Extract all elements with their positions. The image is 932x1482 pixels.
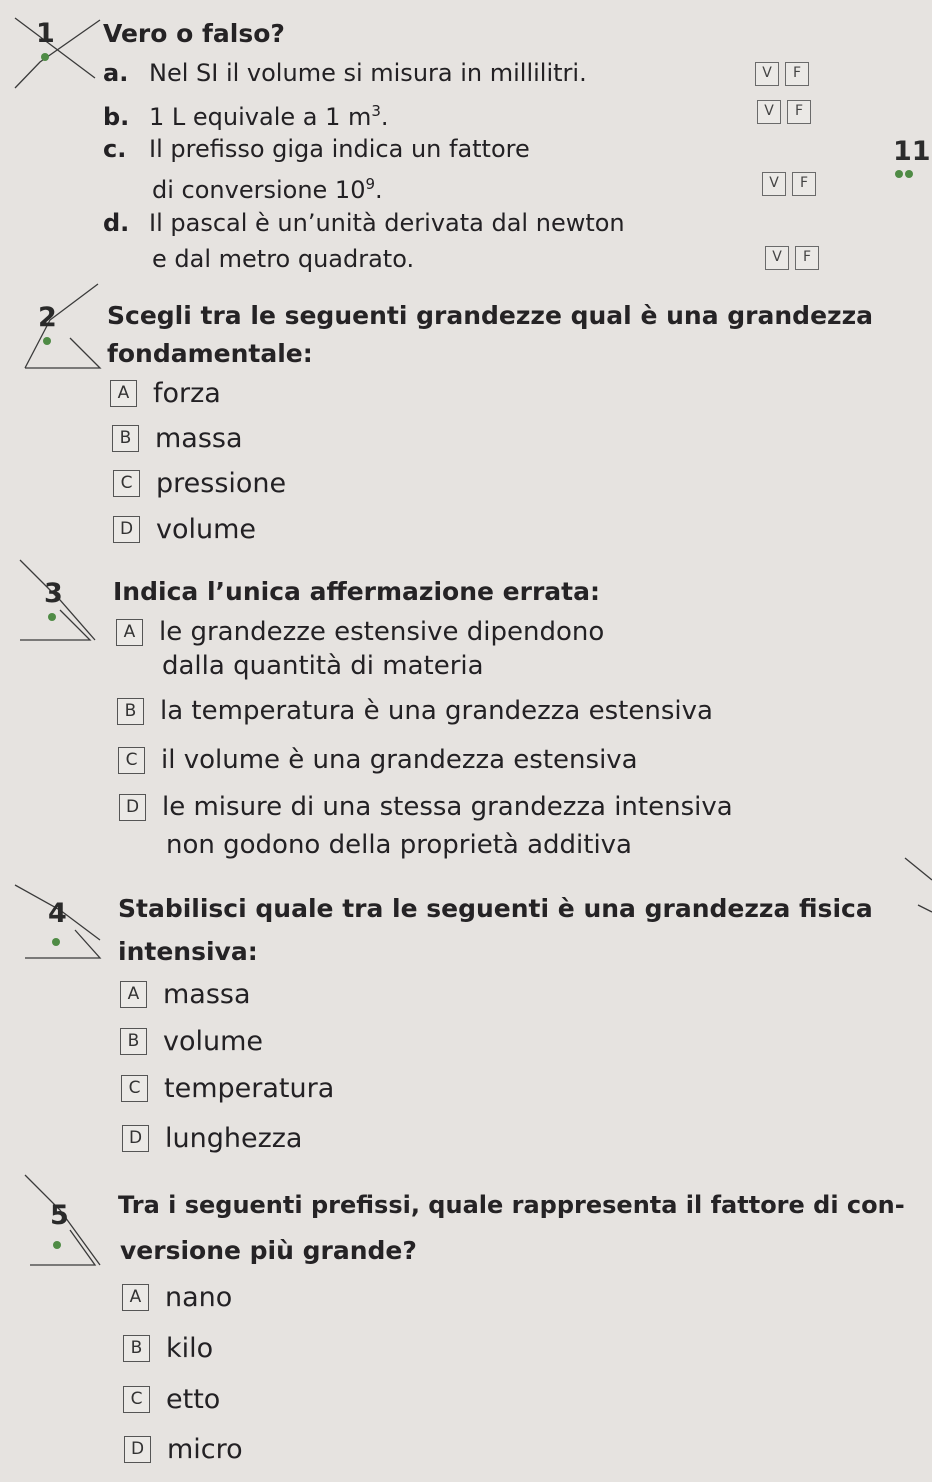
difficulty-dot bbox=[905, 170, 913, 178]
statement-letter: d. bbox=[103, 209, 130, 237]
margin-exercise-number: 11 bbox=[893, 136, 931, 167]
q1-statement-b bbox=[103, 94, 389, 135]
q1-a-true-false bbox=[755, 62, 809, 86]
false-checkbox[interactable]: F bbox=[787, 100, 811, 124]
true-checkbox[interactable]: V bbox=[757, 100, 781, 124]
option-text: kilo bbox=[166, 1333, 214, 1364]
statement-tail: . bbox=[380, 103, 389, 131]
q4-option-b[interactable] bbox=[120, 1026, 263, 1057]
q3-option-d[interactable] bbox=[119, 792, 733, 822]
option-text: pressione bbox=[156, 468, 287, 499]
option-key[interactable]: D bbox=[113, 516, 140, 543]
q4-option-a[interactable] bbox=[120, 979, 251, 1010]
question-1-title: Vero o falso? bbox=[103, 19, 285, 48]
question-2-title-line2: fondamentale: bbox=[107, 339, 313, 368]
statement-letter: b. bbox=[103, 103, 130, 131]
question-5-title-line1: Tra i seguenti prefissi, quale rappresenta il fattore di con- bbox=[118, 1191, 905, 1219]
option-key[interactable]: B bbox=[112, 425, 139, 452]
q3-option-b[interactable] bbox=[117, 696, 713, 726]
option-text: etto bbox=[166, 1384, 221, 1415]
q3-option-c[interactable] bbox=[118, 745, 638, 775]
q5-option-c[interactable] bbox=[123, 1384, 220, 1415]
option-key[interactable]: B bbox=[120, 1028, 147, 1055]
statement-superscript: 3 bbox=[371, 102, 381, 120]
question-4-number: 4 bbox=[48, 898, 67, 929]
statement-text: 1 L equivale a 1 m bbox=[149, 103, 372, 131]
statement-letter: a. bbox=[103, 59, 129, 87]
option-key[interactable]: A bbox=[110, 380, 137, 407]
option-text: micro bbox=[167, 1434, 243, 1465]
true-checkbox[interactable]: V bbox=[762, 172, 786, 196]
true-checkbox[interactable]: V bbox=[765, 246, 789, 270]
option-text: volume bbox=[156, 514, 257, 545]
option-key[interactable]: C bbox=[118, 747, 145, 774]
false-checkbox[interactable]: F bbox=[795, 246, 819, 270]
question-3-number: 3 bbox=[44, 578, 63, 609]
q5-option-d[interactable] bbox=[124, 1434, 243, 1465]
option-text: la temperatura è una grandezza estensiva bbox=[160, 696, 713, 726]
q3-option-a-continued: dalla quantità di materia bbox=[162, 651, 484, 681]
question-4-title-line2: intensiva: bbox=[118, 937, 258, 966]
statement-letter: c. bbox=[103, 135, 127, 163]
q2-option-b[interactable] bbox=[112, 423, 243, 454]
option-text: massa bbox=[155, 423, 243, 454]
question-1-number: 1 bbox=[36, 18, 55, 49]
statement-text: Il prefisso giga indica un fattore bbox=[149, 135, 530, 163]
q1-statement-c-continued bbox=[152, 167, 383, 208]
option-key[interactable]: D bbox=[122, 1125, 149, 1152]
question-2-title-line1: Scegli tra le seguenti grandezze qual è una grandezza bbox=[107, 301, 873, 330]
q5-option-a[interactable] bbox=[122, 1282, 232, 1313]
q3-option-d-continued: non godono della proprietà additiva bbox=[166, 830, 632, 860]
question-4-title-line1: Stabilisci quale tra le seguenti è una grandezza fisica bbox=[118, 894, 873, 923]
q1-c-true-false bbox=[762, 172, 816, 196]
option-key[interactable]: D bbox=[119, 794, 146, 821]
q5-option-b[interactable] bbox=[123, 1333, 213, 1364]
option-text: le grandezze estensive dipendono bbox=[159, 617, 605, 647]
option-key[interactable]: C bbox=[123, 1386, 150, 1413]
q1-d-true-false bbox=[765, 246, 819, 270]
question-5-number: 5 bbox=[50, 1200, 69, 1231]
statement-text: Nel SI il volume si misura in millilitri. bbox=[149, 59, 587, 87]
option-key[interactable]: A bbox=[116, 619, 143, 646]
q1-statement-d-continued: e dal metro quadrato. bbox=[152, 245, 415, 273]
q2-option-d[interactable] bbox=[113, 514, 256, 545]
option-text: temperatura bbox=[164, 1073, 335, 1104]
option-text: le misure di una stessa grandezza intensiva bbox=[162, 792, 733, 822]
q4-option-d[interactable] bbox=[122, 1123, 302, 1154]
option-key[interactable]: A bbox=[122, 1284, 149, 1311]
q1-b-true-false bbox=[757, 100, 811, 124]
q4-option-c[interactable] bbox=[121, 1073, 334, 1104]
option-key[interactable]: C bbox=[113, 470, 140, 497]
option-text: nano bbox=[165, 1282, 233, 1313]
q2-option-c[interactable] bbox=[113, 468, 286, 499]
option-key[interactable]: A bbox=[120, 981, 147, 1008]
question-3-title: Indica l’unica affermazione errata: bbox=[113, 577, 600, 606]
option-text: il volume è una grandezza estensiva bbox=[161, 745, 638, 775]
difficulty-dot bbox=[895, 170, 903, 178]
option-text: forza bbox=[153, 378, 221, 409]
q1-statement-d bbox=[103, 206, 625, 241]
q1-statement-c bbox=[103, 132, 530, 167]
question-2-number: 2 bbox=[38, 302, 57, 333]
difficulty-dots bbox=[895, 170, 913, 178]
option-key[interactable]: D bbox=[124, 1436, 151, 1463]
false-checkbox[interactable]: F bbox=[785, 62, 809, 86]
option-text: lunghezza bbox=[165, 1123, 303, 1154]
q2-option-a[interactable] bbox=[110, 378, 221, 409]
q1-statement-a bbox=[103, 56, 587, 91]
option-text: volume bbox=[163, 1026, 264, 1057]
option-key[interactable]: B bbox=[123, 1335, 150, 1362]
option-text: massa bbox=[163, 979, 251, 1010]
statement-superscript: 9 bbox=[365, 175, 376, 193]
q3-option-a[interactable] bbox=[116, 617, 604, 647]
true-checkbox[interactable]: V bbox=[755, 62, 779, 86]
false-checkbox[interactable]: F bbox=[792, 172, 816, 196]
statement-text: di conversione 10 bbox=[152, 176, 366, 204]
statement-tail: . bbox=[375, 176, 383, 204]
question-5-title-line2: versione più grande? bbox=[120, 1236, 417, 1265]
statement-text: Il pascal è un’unità derivata dal newton bbox=[149, 209, 625, 237]
option-key[interactable]: C bbox=[121, 1075, 148, 1102]
option-key[interactable]: B bbox=[117, 698, 144, 725]
